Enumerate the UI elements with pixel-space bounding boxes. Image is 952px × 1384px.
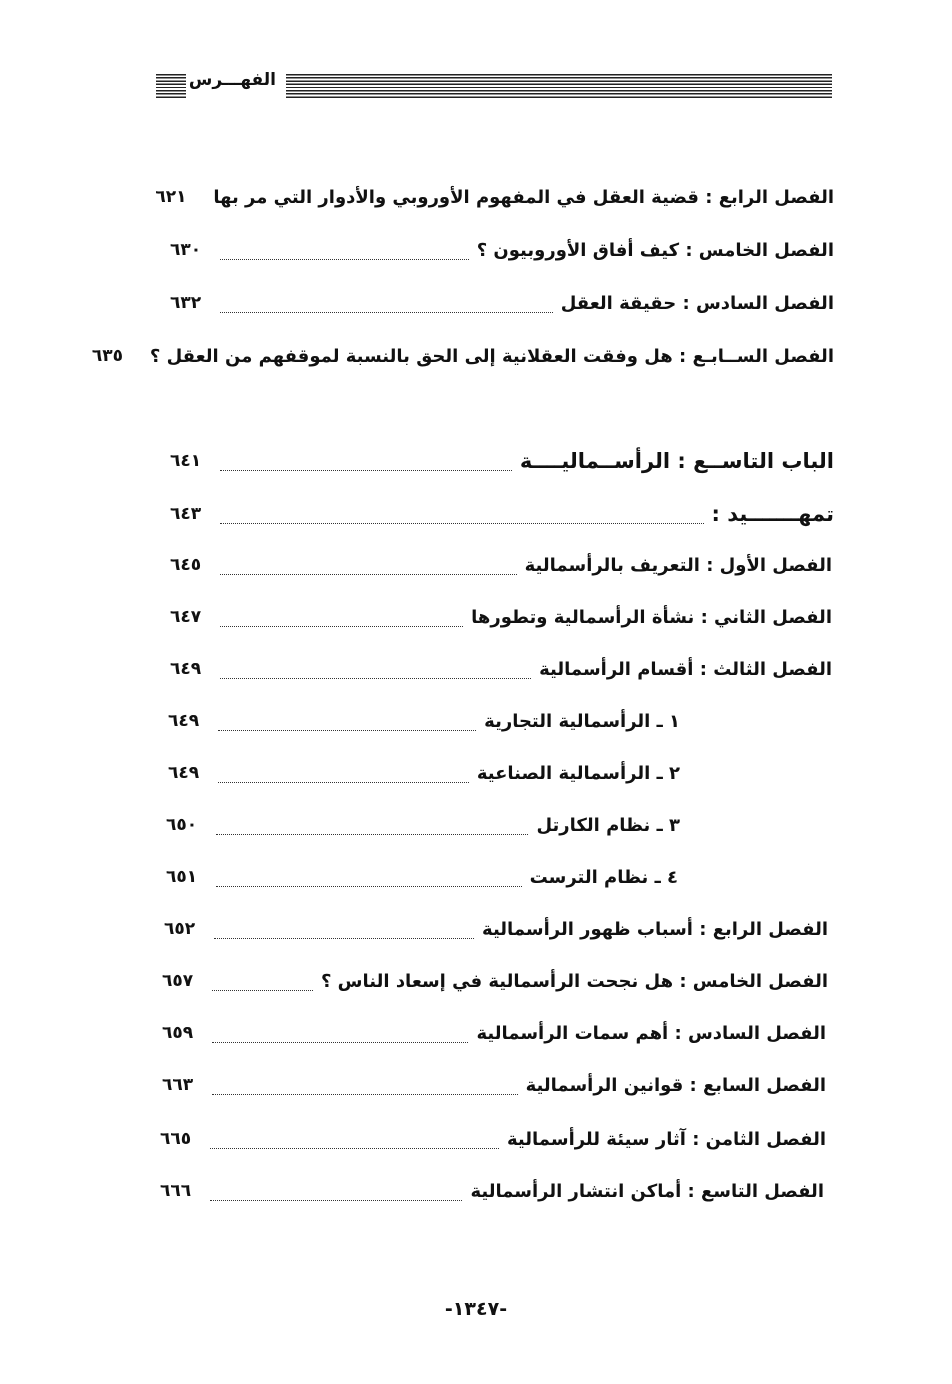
toc-dot-leader [216, 820, 528, 835]
toc-dot-leader [220, 560, 517, 575]
toc-dot-leader [220, 456, 512, 471]
toc-entry [170, 652, 832, 686]
toc-entry-title: الفصل الأول : التعريف بالرأسمالية [524, 554, 832, 576]
toc-entry [160, 1122, 826, 1156]
toc-entry-page: ٦٥٧ [162, 971, 194, 991]
toc-part-heading [170, 444, 834, 478]
toc-entry [162, 964, 828, 998]
toc-entry [162, 1068, 826, 1102]
toc-entry-title: الباب التاســع : الرأســماليــــة [519, 449, 834, 473]
toc-entry-page: ٦٥٠ [166, 815, 198, 835]
toc-subentry [166, 808, 680, 842]
toc-entry-page: ٦٦٦ [160, 1181, 192, 1201]
toc-dot-leader [214, 924, 474, 939]
toc-subentry [168, 756, 680, 790]
toc-dot-leader [218, 768, 469, 783]
toc-entry-page: ٦٦٥ [160, 1129, 192, 1149]
toc-entry-page: ٦٥٢ [164, 919, 196, 939]
toc-entry [170, 497, 834, 531]
toc-entry-page: ٦٢١ [155, 187, 187, 207]
toc-entry-title: الفصل الثاني : نشأة الرأسمالية وتطورها [471, 606, 832, 628]
toc-dot-leader [210, 1134, 499, 1149]
toc-entry [91, 339, 834, 373]
toc-entry-page: ٦٤٧ [170, 607, 202, 627]
toc-entry-title: ٢ ـ الرأسمالية الصناعية [476, 762, 680, 784]
toc-entry-page: ٦٤٣ [170, 504, 202, 524]
toc-dot-leader [210, 1186, 462, 1201]
toc-entry-title: الفصل السادس : أهم سمات الرأسمالية [476, 1022, 826, 1044]
toc-entry-page: ٦٦٣ [162, 1075, 194, 1095]
page-number: -١٣٤٧- [444, 1298, 508, 1320]
toc-entry-page: ٦٤٩ [168, 711, 200, 731]
toc-entry-page: ٦٤١ [170, 451, 202, 471]
toc-entry-title: ١ ـ الرأسمالية التجارية [484, 710, 680, 732]
toc-dot-leader [220, 612, 463, 627]
toc-entry-title: الفصل الثالث : أقسام الرأسمالية [539, 658, 832, 680]
toc-dot-leader [220, 298, 553, 313]
toc-subentry [166, 860, 678, 894]
header-title: الفهـــرس [188, 70, 276, 90]
toc-entry-title: ٣ ـ نظام الكارتل [536, 814, 680, 836]
toc-entry-title: ٤ ـ نظام الترست [529, 866, 678, 888]
toc-entry-page: ٦٣٠ [170, 240, 202, 260]
toc-dot-leader [218, 716, 476, 731]
toc-subentry [168, 704, 680, 738]
toc-entry [162, 1016, 826, 1050]
toc-dot-leader [220, 245, 469, 260]
toc-entry-title: الفصل الرابع : أسباب ظهور الرأسمالية [482, 918, 828, 940]
toc-dot-leader [220, 509, 704, 524]
toc-entry-title: الفصل السادس : حقيقة العقل [560, 292, 834, 314]
toc-entry-title: الفصل الخامس : هل نجحت الرأسمالية في إسعاد الناس ؟ [320, 970, 828, 992]
toc-entry-title: الفصل الخامس : كيف أفاق الأوروبيون ؟ [476, 239, 834, 261]
toc-entry [170, 600, 832, 634]
toc-entry [164, 912, 828, 946]
toc-dot-leader [220, 664, 531, 679]
toc-entry [160, 1174, 824, 1208]
toc-entry-page: ٦٤٥ [170, 555, 202, 575]
toc-entry-page: ٦٤٩ [170, 659, 202, 679]
header-rule-left [156, 74, 186, 98]
toc-entry [170, 286, 834, 320]
toc-entry-title: الفصل التاسع : أماكن انتشار الرأسمالية [470, 1180, 824, 1202]
header-rule-right [286, 74, 832, 98]
toc-entry-title: الفصل الســابـع : هل وفقت العقلانية إلى الحق بالنسبة لموقفهم من العقل ؟ [149, 345, 834, 367]
running-header [156, 68, 832, 102]
toc-entry-title: الفصل الرابع : قضية العقل في المفهوم الأوروبي والأدوار التي مر بها [213, 186, 834, 208]
toc-entry [155, 180, 834, 214]
toc-entry [170, 233, 834, 267]
toc-dot-leader [212, 1028, 468, 1043]
toc-entry-title: تمهـــــــيد : [711, 502, 834, 526]
toc-entry-page: ٦٣٥ [91, 346, 124, 366]
toc-dot-leader [212, 976, 313, 991]
toc-entry [170, 548, 832, 582]
toc-dot-leader [212, 1080, 518, 1095]
toc-dot-leader [216, 872, 522, 887]
toc-entry-page: ٦٣٢ [170, 293, 202, 313]
toc-entry-page: ٦٥٩ [162, 1023, 194, 1043]
toc-entry-page: ٦٤٩ [168, 763, 200, 783]
toc-entry-page: ٦٥١ [166, 867, 198, 887]
toc-entry-title: الفصل الثامن : آثار سيئة للرأسمالية [507, 1128, 826, 1150]
toc-entry-title: الفصل السابع : قوانين الرأسمالية [525, 1074, 826, 1096]
